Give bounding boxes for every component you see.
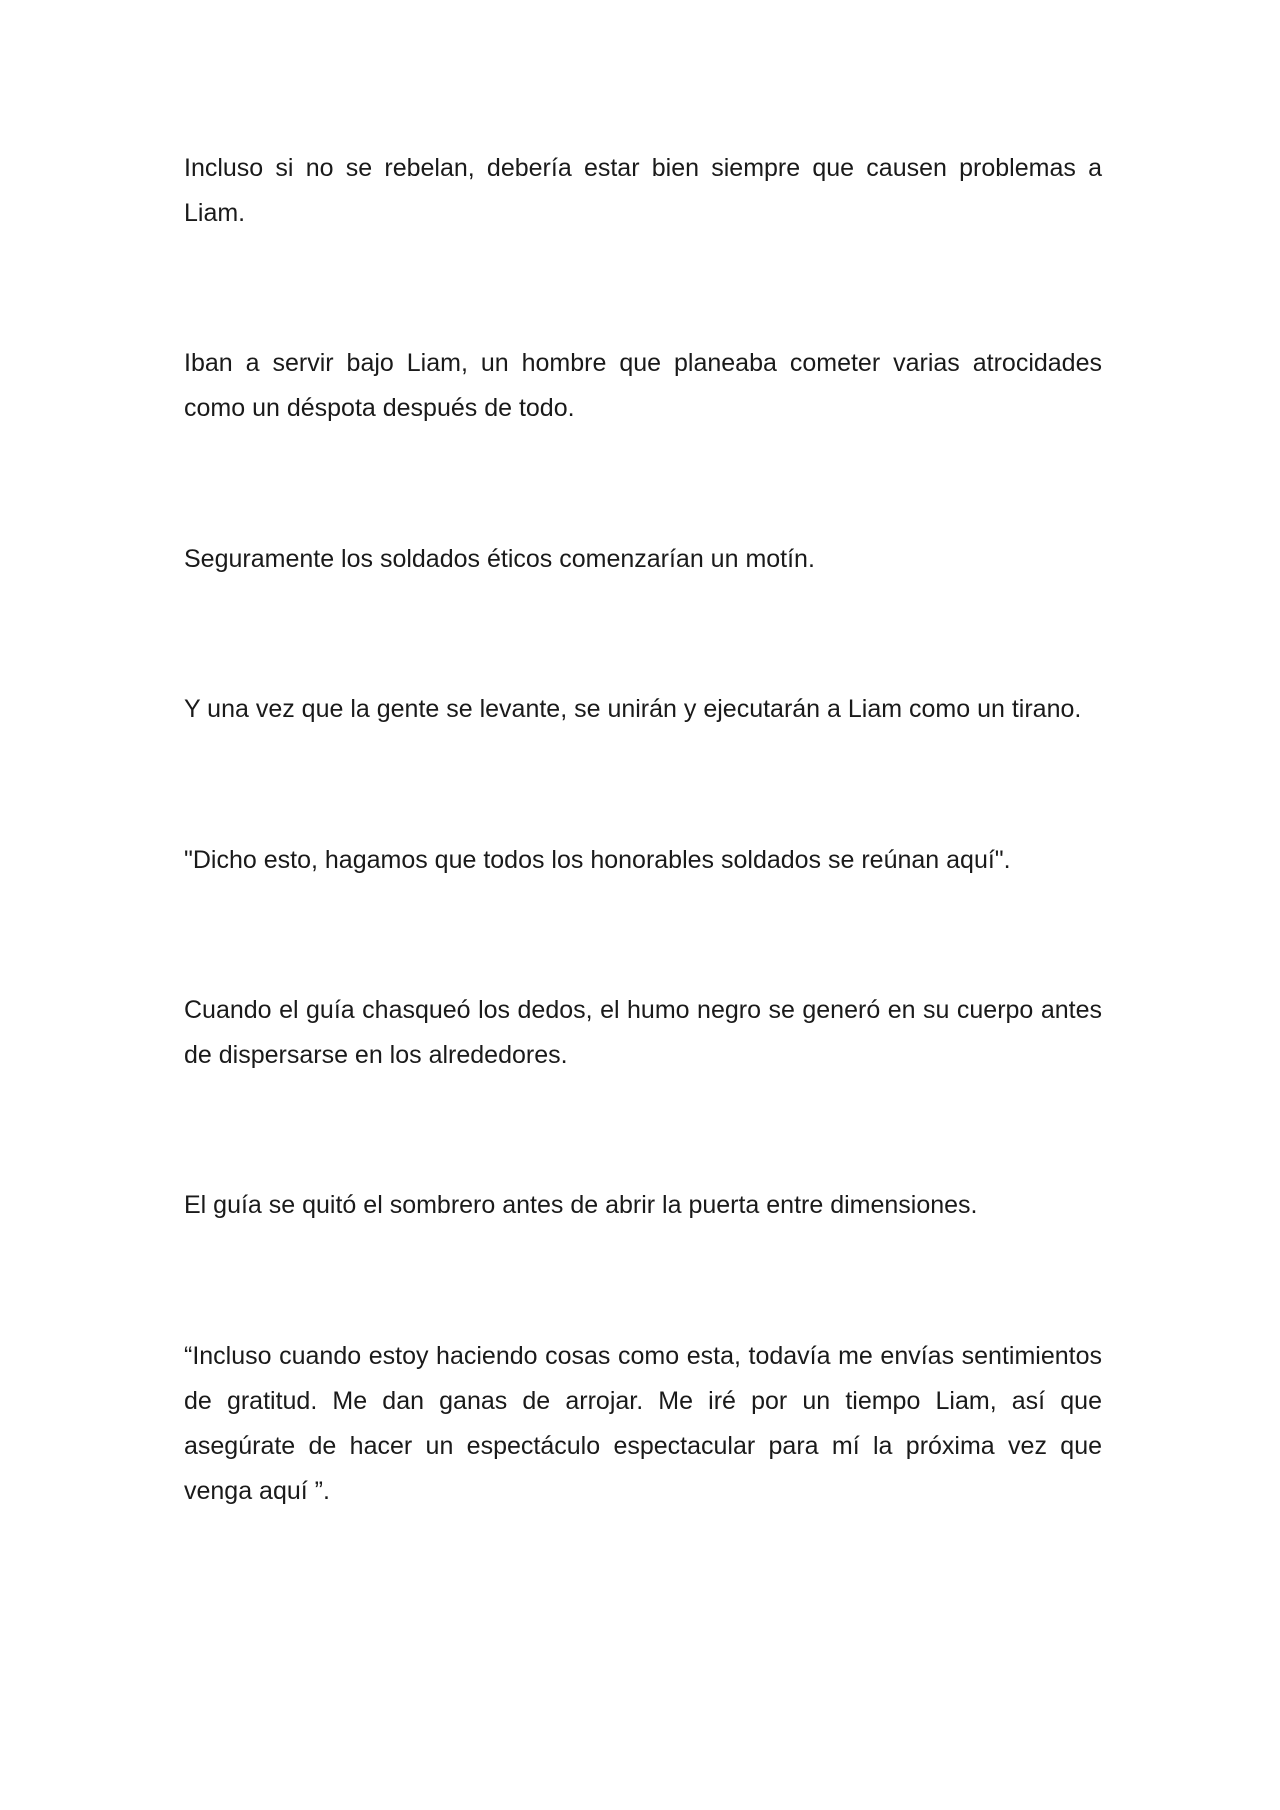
paragraph-5: "Dicho esto, hagamos que todos los honorables soldados se reúnan aquí". <box>184 846 1011 874</box>
paragraph-6: Cuando el guía chasqueó los dedos, el humo negro se generó en su cuerpo antes de dispersarse en los alrededores. <box>184 996 1102 1069</box>
paragraph-7: El guía se quitó el sombrero antes de abrir la puerta entre dimensiones. <box>184 1191 978 1219</box>
paragraph-2: Iban a servir bajo Liam, un hombre que planeaba cometer varias atrocidades como un déspota después de todo. <box>184 349 1102 422</box>
paragraph-4: Y una vez que la gente se levante, se unirán y ejecutarán a Liam como un tirano. <box>184 695 1082 723</box>
paragraph-3: Seguramente los soldados éticos comenzarían un motín. <box>184 545 815 573</box>
paragraph-1: Incluso si no se rebelan, debería estar bien siempre que causen problemas a Liam. <box>184 154 1102 227</box>
paragraph-8: “Incluso cuando estoy haciendo cosas como esta, todavía me envías sentimientos de gratitud. Me dan ganas de arrojar. Me iré por un tiempo Liam, así que asegúrate de hacer un espectáculo espectacular para mí la próxima vez que venga aquí ”. <box>184 1342 1102 1505</box>
